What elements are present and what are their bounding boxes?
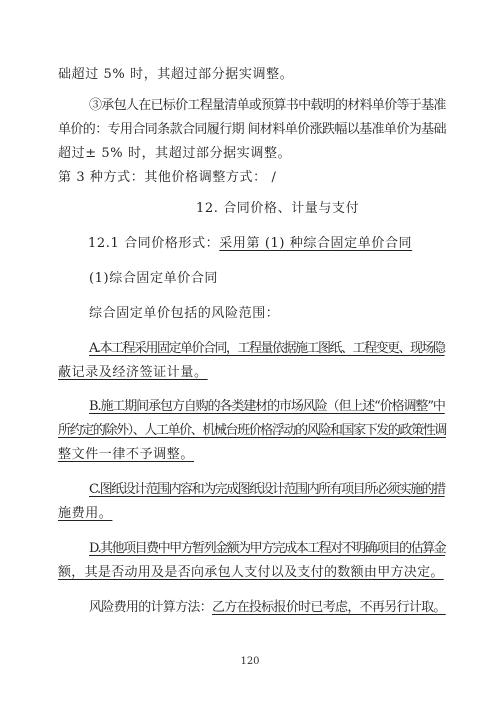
- prev-paragraph-tail: 础超过 5% 时，其超过部分据实调整。: [58, 67, 294, 82]
- risk-item-b-line1: B.施工期间承包方自购的各类建材的市场风险（但上述“价格调整”中: [89, 399, 445, 414]
- price-adjust-method3: 第 3 种方式：其他价格调整方式： /: [58, 170, 277, 185]
- clause-12-1-value: 采用第 (1) 种综合固定单价合同: [219, 236, 413, 251]
- risk-fee-method: [89, 600, 446, 616]
- risk-item-a-line2: 蔽记录及经济签证计量。: [58, 365, 208, 380]
- risk-fee-value: 乙方在投标报价时已考虑，不再另行计取。: [212, 600, 446, 615]
- clause-12-1: [88, 236, 412, 252]
- risk-item-d-line1: D.其他项目费中甲方暂列金额为甲方完成本工程对不明确项目的估算金: [89, 541, 446, 556]
- page-number: 120: [240, 656, 260, 667]
- subsection-heading: (1)综合固定单价合同: [89, 271, 219, 286]
- risk-scope-intro: 综合固定单价包括的风险范围：: [89, 306, 280, 321]
- risk-item-c-line2: 施费用。: [58, 506, 113, 521]
- item3-line1: ③承包人在已标价工程量清单或预算书中载明的材料单价等于基准: [89, 98, 446, 113]
- risk-item-a-line1: A.本工程采用固定单价合同，工程量依据施工图纸、工程变更、现场隐: [89, 341, 445, 356]
- risk-item-b-line3: 整文件一律不予调整。: [58, 447, 195, 462]
- risk-fee-label: 风险费用的计算方法：: [89, 600, 213, 615]
- risk-item-b-line2: 所约定的除外）、人工单价、机械台班价格浮动的风险和国家下发的政策性调: [58, 423, 446, 438]
- item3-line3: 超过± 5% 时，其超过部分据实调整。: [58, 146, 292, 161]
- item3-line2: 单价的：专用合同条款合同履行期 间材料单价涨跌幅以基准单价为基础: [58, 122, 446, 137]
- risk-item-d-line2: 额，其是否动用及是否向承包人支付以及支付的数额由甲方决定。: [58, 565, 444, 580]
- risk-item-c-line1: C.图纸设计范围内容和为完成图纸设计范围内所有项目所必须实施的措: [89, 482, 445, 497]
- clause-12-1-prefix: 12.1 合同价格形式：: [88, 236, 220, 251]
- section-title: 12. 合同价格、计量与支付: [196, 201, 360, 216]
